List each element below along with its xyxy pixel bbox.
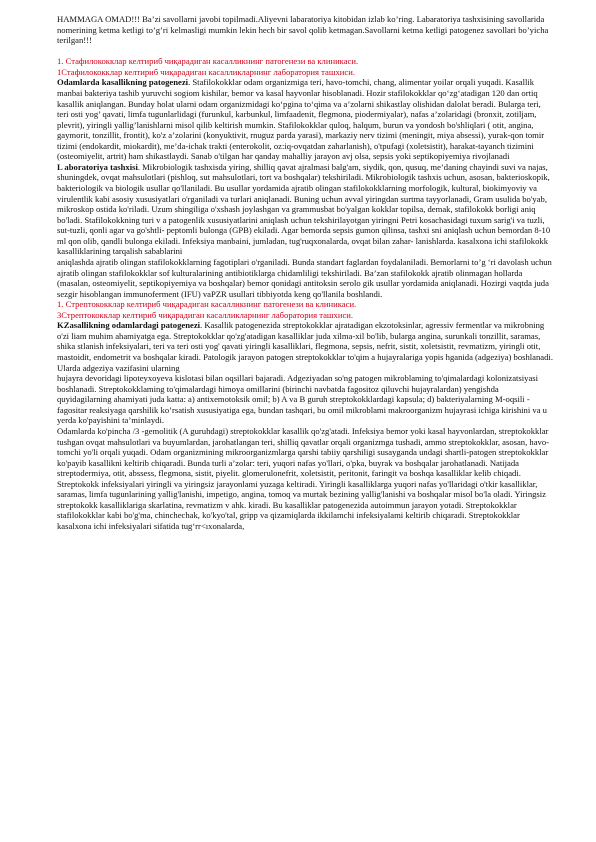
staph-lab-text: . Mikrobiologik tashxisda yiring, shilliq qavat ajralmasi balg'am, siydik, qon, qusuq, me’daning chayindi suvi va najas, shuningdek, ovqat mahsulotlari (pishloq, sut mahsulotlari, tort va boshqalar) tekshiriladi. Mikrobiologik tashxis uchun, asosan, bakterioskopik, bakteriologik va biologik usullar qo'llaniladi. Bu usullar yordamida ajratib olingan stafilokokklarning morfologik, kultural, biokimyoviy va virulentlik kabi asosiy xususiyatlari o'rganiladi va turlari aniqlanadi. Buning uchun avval yiringdan surtma tayyorlanadi, Gram usulida bo'yab, mikroskop ostida ko'riladi. Uzum shingiliga o'xshash joylashgan va grammusbat bo'yalgan kokklar topilsa, demak, stafilokokk borligi aniq bo'ladi. Stafilokokkning turi v a patogenlik xususiyatlarini aniqlash uchun tekshirilayotgan yiringni Petri kosachasidagi tuxum sarig'i va tuzli, sut-tuzli, qonli agar va go'shtli- peptomli bulonga (GPB) ekiladi. Agar bemorda sepsis gumon qilinsa, tashxi sni aniqlash uchun bemordan 8-10 ml qon olib, qandli bulonga ekiladi. Infeksiya manbaini, jumladan, tug'ruqxonalarda, ovqat bilan zahar- lanishlarda. kasalxona ichi stafilokokk kasalliklarining tarqalish sabablarini: [57, 161, 551, 257]
strep-pathogenesis-paragraph: [57, 320, 554, 373]
staph-pathogenesis-paragraph: [57, 77, 554, 162]
staph-pathogenesis-label: Odamlarda kasallikning patogenezi: [57, 77, 189, 88]
staph-lab-paragraph-2: aniqlashda ajratib olingan stafilokokklarning fagotiplari o'rganiladi. Bunda standart faglardan foydalaniladi. Bemorlarni to’g ‘ri davolash uchun ajratib olingan stafilokokklar sof kulturalarining antibiotiklarga chidamliligi tekshiriladi. Ba’zan stafilokokk ajratib olinmagan hollarda (masalan, osteomiyelit, septikopiyemiya va boshqalar) bemor qonidagi antitoksin serolo gik usullar yordamida aniqlanadi. Hozirgi vaqtda juda sezgir hisoblangan immunoferment (IFU) vaPZR usullari tibbiyotda keng qo'llanila boshlandi.: [57, 256, 552, 299]
strep-pathogenesis-text: . Kasallik patogenezida streptokokklar ajratadigan ekzotoksinlar, agressiv fermentlar va mikrobning o'zi liam muhim ahamiyatga ega. Streptokokklar qo'zg'atadigan kasalliklar juda xilma-xil bo'lib, bularga angina, surunkali tonzillit, saramas, shika stlanish infeksiyalari, teri va teri osti yog' qavati yiringli kasalliklari, flegmona, sepsis, nefrit, sistit, xoletsistit, revmatizm, yiringli otit, mastoidit, endometrit va boshqalar kiradi. Patologik jarayon patogen streptokokklar to'qim a hujayralariga yopis hganida (adgeziya) boshlanadi. Ularda adgeziya vazifasini ularning: [57, 320, 553, 373]
staph-lab-label: L aboratoriya tashxisi: [57, 161, 138, 172]
intro-paragraph: HAMMAGA OMAD!!! Ba’zi savollarni javobi topilmadi.Aliyevni labaratoriya kitobidan izlab ko’ring. Labaratoriya tashxisining savollarida nomerining ketma ketligi to’g’ri kelmasligi mumkin lekin hech bir savol qolib ketmagan.Savollarni ketma ketligi patogenez savollari bo’yicha terilgan!!!: [57, 14, 549, 46]
staph-lab-paragraph: [57, 162, 554, 257]
strep-pathogenesis-paragraph-2: hujayra devoridagi lipoteyxoyeva kislotasi bilan oqsillari bajaradi. Adgeziyadan so'ng patogen mikroblaming to'qimalardagi kolonizatsiyasi boshlanadi. Streptokokklaming to'qimalardagi himoya omillarini (birinchi navbatda fagositoz qiluvchi hujayralardan) yengishda quyidagilarning ahamiyati juda katta: a) antixemotoksik omil; b) A va B guruh streptokokklardagi kapsula; d) bakteriyalarning M-oqsili -fagositar reaksiyaga qarshilik ko’rsatish xususiyatiga ega, bundan tashqari, bu omil mikroblami makroorganizm hujayrasi ichiga kirishini va u yerda ko'payishini ta’minlaydi.: [57, 373, 547, 426]
strep-pathogenesis-heading: 1. Стрептококклар келтириб чиқарадиган касалликнинг патогенези ва клиникаси.: [57, 299, 357, 310]
strep-pathogenesis-paragraph-3: Odamlarda ko'pincha /3 -gemolitik (A guruhdagi) streptokokklar kasallik qo'zg'atadi. Infeksiya bemor yoki kasal hayvonlardan, streptokokklar tushgan ovqat mahsulotlari va buyumlardan, jarohatlangan teri, shilliq qavatlar orqali organizmga tushadi, ammo streptokokklar, asosan, havo- tomchi yo'li orqali yuqadi. Odam organizmining mikroorganizmlarga qarshi tabiiy qarshiligi susayganda undagi shartli-patogen streptokokklar ko'payib kasallikni keltirib chiqaradi. Bunda turli a’zolar: teri, yuqori nafas yo'llari, o'pka, buyrak va boshqalar jarohatlanadi. Natijada streptodermiya, otit, abssess, flegmona, sistit, piyelit. glomerulonefrit, xoletsistit, peritonit, faringit va boshqa kasalliklar kelib chiqadi. Streptokokk infeksiyalari yiringli va yiringsiz jarayonlami yuzaga keltiradi. Yiringli kasalliklarga yuqori nafas yo'llaridagi o'tkir kasalliklar, saramas, limfa tugunlarining yallig'lanishi, impetigo, angina, tomoq va murtak bezining yallig'lanishi va boshqalar misol bo'la oladi. Yiringsiz streptokokk kasalliklariga skarlatina, revmatizm v ahk. kiradi. Bu kasalliklar patogenezida autoimmun jarayon yotadi. Streptokokklar stafilokokklar kabi bo'g'ma, chinchechak, ko'kyo'tal, gripp va qizamiqlarda ikkilamchi infeksiyalami keltirib chiqaradi. Streptokokklar kasalxona ichi infeksiyalari sifatida tug‘rr<ıxonalarda,: [57, 425, 550, 531]
spacer: [57, 46, 554, 57]
strep-pathogenesis-label: KZasallikning odamlardagi patogenezi: [57, 320, 201, 331]
staph-pathogenesis-heading: 1. Стафилококклар келтириб чиқарадиган касалликнинг патогенези ва клиникаси.: [57, 56, 359, 67]
strep-lab-heading: 3Стрептококклар келтириб чиқарадиган касалликларнинг лаборатория ташхиси.: [57, 309, 354, 320]
staph-lab-heading: 1Стафилококклар келтириб чиқарадиган касалликларнинг лаборатория ташхиси.: [57, 66, 355, 77]
staph-pathogenesis-text: . Stafilokokklar odam organizmiga teri, havo-tomchi, chang, alimentar yoilar orqali yuqadi. Kasallik manbai bakteriya tashib yuruvchi sogiom kishilar, bemor va kasal hayvonlar hisoblanadi. Hozir stafilokokklar qo‘zg‘atadigan 120 dan ortiq kasallik aniqlangan. Bunday holat ularni odam organizmidagi ko‘pgina to‘qima va a’zolarni shikastlay olishidan dalolat beradi. Bularga teri, teri osti yog’ qavati, limfa tugunlarlidagi (furunkul, karbunkul, limfaadenit, flegmona, piodermiyalar), nafas a’zolaridagi (bronxit, zotiljam, plevrit), yiringli yallig’lanishlarni misol qilib keltirish mumkin. Stafilokokklar quloq, halqum, burun va yondosh bo'shliqlari ( otit, angina, gaymorit, tonzillit, frontit), ko'z a’zolarini (konyuktivit, rnuguz parda yarasi), markaziy nerv tizimi (meningit, miya absessi), yurak-qon tomir tizimi (endokardit, miokardit), me’da-ichak trakti (enterokolit, oz:iq-ovqatdan zaharlanish), o'tpufagi (xoletsistit), harakat-tayanch tizimini (osteomiyelit, artrit) ham shikastlaydi. Sanab o'tilgan har qanday mahalliy jarayon avj olsa, sepsis yoki septikopiyemiya rivojlanadi: [57, 77, 545, 162]
